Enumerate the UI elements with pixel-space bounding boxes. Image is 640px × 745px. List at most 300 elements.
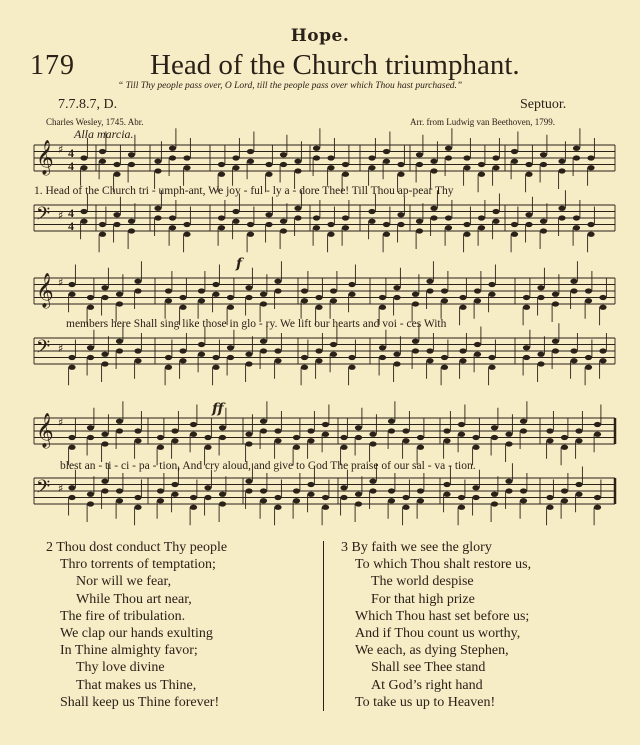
note-head — [247, 159, 254, 164]
note-head — [307, 428, 314, 433]
note-head — [315, 358, 322, 363]
note-head — [540, 219, 547, 224]
note-head — [585, 288, 592, 293]
note-head — [116, 498, 123, 503]
lyric-line-2: members here Shall sing like those in glo - ry. We lift our hearts and voi - ces With — [66, 318, 447, 330]
note-head — [472, 485, 479, 490]
note-head — [459, 358, 466, 363]
note-head — [327, 232, 334, 237]
note-head — [157, 435, 164, 440]
note-head — [458, 505, 465, 510]
note-head — [134, 288, 141, 293]
note-head — [87, 305, 94, 310]
note-head — [525, 222, 532, 227]
note-head — [552, 292, 559, 297]
note-head — [134, 348, 141, 353]
note-head — [520, 428, 527, 433]
note-head — [430, 168, 437, 173]
note-head — [260, 348, 267, 353]
note-head — [116, 348, 123, 353]
note-head — [459, 348, 466, 353]
meter: 7.7.8.7, D. — [58, 97, 118, 112]
note-head — [474, 352, 481, 357]
note-head — [212, 282, 219, 287]
note-head — [227, 295, 234, 300]
note-head — [599, 295, 606, 300]
note-head — [511, 222, 518, 227]
note-head — [165, 355, 172, 360]
note-head — [265, 172, 272, 177]
note-head — [179, 348, 186, 353]
note-head — [301, 288, 308, 293]
note-head — [190, 432, 197, 437]
note-head — [68, 365, 75, 370]
arranger-credit: Arr. from Ludwig van Beethoven, 1799. — [410, 117, 555, 127]
note-head — [219, 492, 226, 497]
note-head — [348, 365, 355, 370]
note-head — [219, 501, 226, 506]
note-head — [443, 428, 450, 433]
note-head — [537, 352, 544, 357]
section-heading: Hope. — [290, 26, 350, 46]
note-head — [101, 479, 108, 484]
note-head — [368, 165, 375, 170]
note-head — [340, 435, 347, 440]
note-head — [388, 488, 395, 493]
time-signature: 4 — [68, 206, 74, 220]
note-head — [388, 498, 395, 503]
note-head — [315, 295, 322, 300]
note-head — [537, 295, 544, 300]
note-head — [80, 155, 87, 160]
note-head — [294, 215, 301, 220]
note-head — [573, 225, 580, 230]
note-head — [313, 155, 320, 160]
note-head — [198, 298, 205, 303]
sharp-icon: ♯ — [58, 209, 64, 222]
treble-clef-icon: 𝄞 — [36, 273, 54, 308]
note-head — [523, 295, 530, 300]
note-head — [101, 285, 108, 290]
note-head — [397, 162, 404, 167]
note-head — [307, 438, 314, 443]
note-head — [587, 165, 594, 170]
note-head — [478, 172, 485, 177]
note-head — [330, 298, 337, 303]
note-head — [426, 358, 433, 363]
note-head — [552, 339, 559, 344]
stanza-line: Shall see Thee stand — [371, 660, 486, 676]
note-head — [157, 445, 164, 450]
bass-clef-icon: 𝄢 — [36, 477, 51, 502]
note-head — [68, 485, 75, 490]
note-head — [430, 206, 437, 211]
note-head — [99, 232, 106, 237]
note-head — [101, 361, 108, 366]
note-head — [165, 365, 172, 370]
stanza-line: For that high prize — [371, 591, 475, 607]
note-head — [505, 488, 512, 493]
note-head — [570, 288, 577, 293]
note-head — [441, 365, 448, 370]
note-head — [445, 155, 452, 160]
stanza-line: The fire of tribulation. — [60, 608, 186, 624]
note-head — [426, 288, 433, 293]
note-head — [426, 348, 433, 353]
note-head — [322, 432, 329, 437]
note-head — [379, 345, 386, 350]
note-head — [511, 159, 518, 164]
note-head — [525, 172, 532, 177]
stanza-3 — [341, 539, 531, 711]
note-head — [402, 495, 409, 500]
note-head — [478, 162, 485, 167]
note-head — [260, 419, 267, 424]
note-head — [154, 159, 161, 164]
note-head — [478, 225, 485, 230]
note-head — [280, 162, 287, 167]
note-head — [552, 348, 559, 353]
note-head — [417, 488, 424, 493]
note-head — [218, 225, 225, 230]
bass-clef-icon: 𝄢 — [36, 204, 51, 229]
note-head — [369, 441, 376, 446]
note-head — [561, 435, 568, 440]
lyric-line-1: 1. Head of the Church tri - umph-ant, We joy - ful - ly a - dore Thee! Till Thou ap-pear Thy — [34, 185, 454, 197]
note-head — [540, 152, 547, 157]
note-head — [492, 155, 499, 160]
note-head — [87, 425, 94, 430]
note-head — [355, 492, 362, 497]
note-head — [198, 342, 205, 347]
note-head — [348, 355, 355, 360]
note-head — [505, 432, 512, 437]
note-head — [474, 342, 481, 347]
note-head — [260, 301, 267, 306]
note-head — [227, 355, 234, 360]
note-head — [293, 445, 300, 450]
time-signature: 4 — [68, 146, 74, 160]
tempo-marking: Alla marcia. — [74, 127, 134, 141]
note-head — [301, 365, 308, 370]
note-head — [540, 228, 547, 233]
note-head — [463, 222, 470, 227]
note-head — [402, 438, 409, 443]
note-head — [87, 501, 94, 506]
stanza-line: And if Thou count us worthy, — [355, 626, 521, 642]
note-head — [116, 419, 123, 424]
stanza-line: Thy love divine — [76, 660, 165, 676]
note-head — [227, 345, 234, 350]
note-head — [355, 435, 362, 440]
note-head — [412, 301, 419, 306]
stanza-line: Shall keep us Thine forever! — [60, 694, 220, 710]
note-head — [116, 339, 123, 344]
note-head — [232, 219, 239, 224]
note-head — [537, 285, 544, 290]
note-head — [520, 419, 527, 424]
note-head — [561, 488, 568, 493]
note-head — [183, 165, 190, 170]
note-head — [274, 438, 281, 443]
note-head — [313, 215, 320, 220]
note-head — [488, 355, 495, 360]
note-head — [445, 215, 452, 220]
note-head — [157, 498, 164, 503]
note-head — [322, 495, 329, 500]
note-head — [546, 428, 553, 433]
note-head — [342, 225, 349, 230]
note-head — [171, 482, 178, 487]
note-head — [183, 222, 190, 227]
note-head — [491, 492, 498, 497]
note-head — [594, 505, 601, 510]
note-head — [80, 165, 87, 170]
note-head — [165, 298, 172, 303]
note-head — [171, 492, 178, 497]
note-head — [474, 298, 481, 303]
note-head — [154, 215, 161, 220]
note-head — [342, 162, 349, 167]
note-head — [492, 209, 499, 214]
note-head — [218, 215, 225, 220]
note-head — [397, 212, 404, 217]
note-head — [280, 152, 287, 157]
note-head — [369, 479, 376, 484]
note-head — [330, 342, 337, 347]
note-head — [113, 162, 120, 167]
note-head — [204, 445, 211, 450]
note-head — [134, 428, 141, 433]
note-head — [198, 288, 205, 293]
note-head — [190, 505, 197, 510]
note-head — [416, 219, 423, 224]
note-head — [558, 168, 565, 173]
note-head — [134, 358, 141, 363]
note-head — [157, 488, 164, 493]
note-head — [443, 492, 450, 497]
stanza-line: We clap our hands exulting — [60, 626, 213, 642]
forte-marking: f — [236, 256, 243, 272]
note-head — [558, 159, 565, 164]
note-head — [301, 355, 308, 360]
note-head — [525, 162, 532, 167]
note-head — [313, 225, 320, 230]
note-head — [260, 488, 267, 493]
sharp-icon: ♯ — [58, 342, 64, 355]
note-head — [171, 428, 178, 433]
note-head — [245, 432, 252, 437]
note-head — [294, 168, 301, 173]
note-head — [402, 428, 409, 433]
note-head — [245, 361, 252, 366]
note-head — [218, 162, 225, 167]
note-head — [379, 305, 386, 310]
note-head — [99, 149, 106, 154]
note-head — [294, 159, 301, 164]
note-head — [245, 441, 252, 446]
note-head — [247, 149, 254, 154]
note-head — [416, 152, 423, 157]
note-head — [128, 162, 135, 167]
note-head — [212, 355, 219, 360]
stanza-line: The world despise — [371, 574, 474, 590]
note-head — [218, 172, 225, 177]
note-head — [260, 498, 267, 503]
note-head — [274, 288, 281, 293]
fortissimo-marking: ff — [212, 401, 224, 417]
note-head — [520, 488, 527, 493]
note-head — [575, 438, 582, 443]
note-head — [204, 495, 211, 500]
note-head — [183, 232, 190, 237]
note-head — [388, 428, 395, 433]
note-head — [383, 159, 390, 164]
note-head — [134, 495, 141, 500]
note-head — [585, 365, 592, 370]
note-head — [227, 305, 234, 310]
note-head — [294, 206, 301, 211]
note-head — [169, 225, 176, 230]
stanza-2 — [46, 539, 227, 711]
note-head — [169, 146, 176, 151]
note-head — [179, 295, 186, 300]
stanza-line: While Thou art near, — [76, 591, 192, 607]
note-head — [443, 482, 450, 487]
note-head — [179, 305, 186, 310]
note-head — [348, 292, 355, 297]
note-head — [511, 149, 518, 154]
note-head — [599, 305, 606, 310]
note-head — [445, 146, 452, 151]
note-head — [570, 348, 577, 353]
note-head — [472, 435, 479, 440]
note-head — [492, 165, 499, 170]
note-head — [458, 495, 465, 500]
note-head — [491, 501, 498, 506]
note-head — [417, 498, 424, 503]
note-head — [219, 425, 226, 430]
author-credit: Charles Wesley, 1745. Abr. — [46, 117, 144, 127]
note-head — [474, 288, 481, 293]
note-head — [573, 146, 580, 151]
note-head — [245, 295, 252, 300]
note-head — [265, 222, 272, 227]
note-head — [369, 432, 376, 437]
time-signature: 4 — [68, 159, 74, 173]
note-head — [599, 348, 606, 353]
note-head — [315, 305, 322, 310]
stanza-line: Nor will we fear, — [76, 574, 172, 590]
note-head — [458, 432, 465, 437]
note-head — [340, 485, 347, 490]
note-head — [183, 155, 190, 160]
note-head — [523, 305, 530, 310]
note-head — [327, 222, 334, 227]
bass-clef-icon: 𝄢 — [36, 337, 51, 362]
note-head — [537, 361, 544, 366]
time-signature: 4 — [68, 219, 74, 233]
note-head — [511, 232, 518, 237]
note-head — [274, 358, 281, 363]
note-head — [383, 222, 390, 227]
note-head — [293, 498, 300, 503]
note-head — [327, 155, 334, 160]
note-head — [397, 172, 404, 177]
note-head — [232, 165, 239, 170]
note-head — [368, 219, 375, 224]
note-head — [561, 445, 568, 450]
note-head — [463, 155, 470, 160]
note-head — [441, 288, 448, 293]
note-head — [128, 152, 135, 157]
stanza-line: Thro torrents of temptation; — [60, 557, 216, 573]
note-head — [445, 225, 452, 230]
note-head — [99, 159, 106, 164]
note-head — [313, 146, 320, 151]
note-head — [280, 228, 287, 233]
note-head — [245, 352, 252, 357]
note-head — [488, 292, 495, 297]
note-head — [430, 159, 437, 164]
note-head — [245, 479, 252, 484]
hymn-number: 179 — [30, 50, 75, 81]
note-head — [68, 355, 75, 360]
note-head — [552, 301, 559, 306]
note-head — [417, 435, 424, 440]
note-head — [505, 441, 512, 446]
note-head — [204, 485, 211, 490]
note-head — [232, 209, 239, 214]
note-head — [412, 348, 419, 353]
note-head — [379, 295, 386, 300]
note-head — [80, 219, 87, 224]
note-head — [116, 428, 123, 433]
note-head — [154, 168, 161, 173]
note-head — [573, 215, 580, 220]
note-head — [101, 488, 108, 493]
note-head — [87, 492, 94, 497]
note-head — [523, 345, 530, 350]
stanza-line: 3 By faith we see the glory — [341, 540, 492, 555]
note-head — [171, 438, 178, 443]
note-head — [68, 282, 75, 287]
note-head — [561, 498, 568, 503]
note-head — [558, 206, 565, 211]
note-head — [355, 501, 362, 506]
note-head — [540, 162, 547, 167]
column-divider — [323, 541, 324, 711]
treble-clef-icon: 𝄞 — [36, 413, 54, 448]
note-head — [355, 425, 362, 430]
note-head — [368, 209, 375, 214]
note-head — [443, 438, 450, 443]
sharp-icon: ♯ — [58, 276, 64, 289]
note-head — [379, 355, 386, 360]
note-head — [523, 355, 530, 360]
note-head — [488, 282, 495, 287]
stanza-line: To which Thou shalt restore us, — [355, 557, 532, 573]
note-head — [116, 488, 123, 493]
note-head — [340, 445, 347, 450]
note-head — [459, 305, 466, 310]
note-head — [402, 505, 409, 510]
note-head — [342, 172, 349, 177]
note-head — [265, 212, 272, 217]
note-head — [585, 298, 592, 303]
note-head — [113, 222, 120, 227]
note-head — [101, 295, 108, 300]
